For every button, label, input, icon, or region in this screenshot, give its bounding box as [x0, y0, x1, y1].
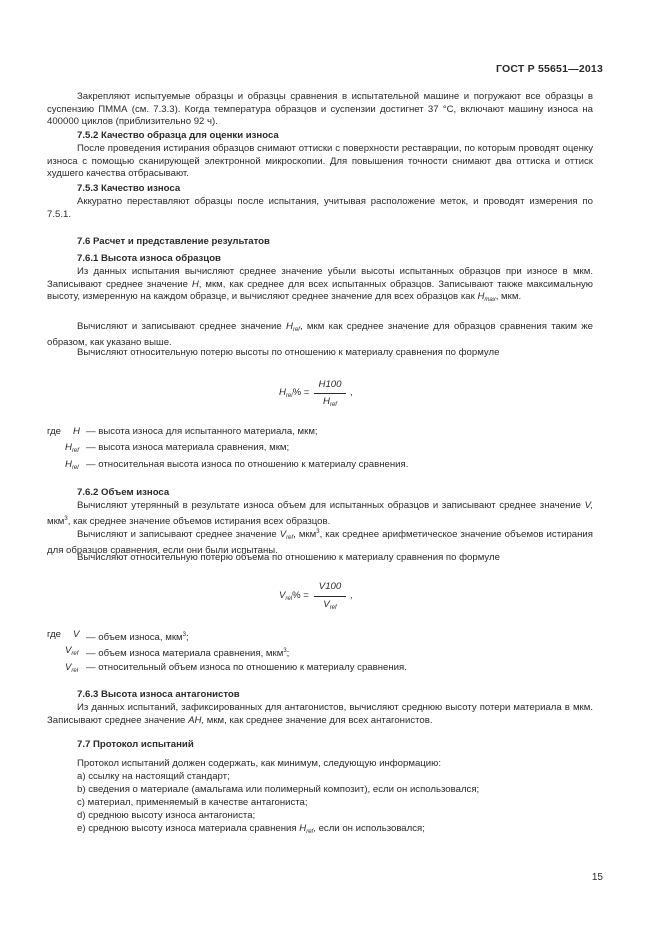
paragraph-7-6-2-b: Вычисляют и записывают среднее значение $V_{ref}$, мкм$^3$, как среднее арифметическое значение объемов истирания для образцов сравнения, если они были испытаны. [47, 529, 593, 556]
protocol-item-d: d) среднюю высоту износа антагониста; [77, 810, 256, 821]
vdef3-sym: $V_{rel}$ [65, 662, 79, 674]
paragraph-7-5-2: После проведения истирания образцов снимают оттиски с поверхности реставрации, по которым проводят оценку износа с помощью сканирующей электронной микроскопии. Для повышения точности снимают два оттиска и оттиск худшего качества отбрасывают. [47, 143, 593, 180]
def3-sym: $H_{rel}$ [65, 459, 79, 471]
formula-height-numerator: H100 [318, 379, 342, 390]
heading-7-6-1: 7.6.1 Высота износа образцов [77, 253, 221, 264]
page-number: 15 [591, 872, 603, 883]
formula-height-lhs: $H_{rel}\%$ = [279, 387, 310, 399]
paragraph-7-6-2-a: Вычисляют утерянный в результате износа объем для испытанных образцов и записывают среднее значение V, мкм$^3$, как среднее значение объемов истирания всех образцов. [47, 500, 593, 527]
where-label-1: где [47, 426, 62, 437]
formula-volume-tail: , [350, 590, 353, 601]
def1-text: — высота износа для испытанного материала, мкм; [86, 426, 318, 437]
heading-7-6-3: 7.6.3 Высота износа антагонистов [77, 689, 240, 700]
document-header: ГОСТ Р 55651—2013 [495, 63, 603, 75]
heading-7-5-2: 7.5.2 Качество образца для оценки износа [77, 130, 279, 141]
protocol-item-a: a) ссылку на настоящий стандарт; [77, 771, 230, 782]
vdef1-sym: V [73, 629, 80, 640]
heading-7-7: 7.7 Протокол испытаний [77, 739, 194, 750]
vdef1-text: — объем износа, мкм$^3$; [86, 632, 189, 643]
paragraph-7-5-3: Аккуратно переставляют образцы после испытания, учитывая расположение меток, и проводят измерения по 7.5.1. [47, 196, 593, 220]
heading-7-6: 7.6 Расчет и представление результатов [77, 236, 270, 247]
def1-sym: H [73, 426, 80, 437]
paragraph-7-6-2-c: Вычисляют относительную потерю объема по отношению к материалу сравнения по формуле [77, 552, 500, 563]
formula-volume-lhs: $V_{rel}\%$ = [279, 590, 309, 602]
paragraph-7-6-1-a: Из данных испытания вычисляют среднее значение убыли высоты испытанных образцов при износе в мкм. Записывают среднее значение H, мкм, как среднее для всех испытанных образцов. Записывают также максимальную высоту, измеренную на каждом образце, и вычисляют среднее значение для всех образцов как $H_{max}$, мкм. [47, 266, 593, 304]
formula-height-fraction-bar [314, 393, 346, 394]
protocol-item-e: e) среднюю высоту износа материала сравнения $H_{ref}$, если он использовался; [77, 823, 425, 835]
def2-sym: $H_{ref}$ [65, 442, 79, 454]
paragraph-7-6-1-c: Вычисляют относительную потерю высоты по отношению к материалу сравнения по формуле [77, 347, 500, 358]
formula-volume-denominator: $V_{ref}$ [323, 599, 337, 611]
formula-volume-numerator: V100 [318, 581, 342, 592]
heading-7-6-2: 7.6.2 Объем износа [77, 487, 170, 498]
paragraph-7-6-3: Из данных испытаний, зафиксированных для антагонистов, вычисляют среднюю высоту потери материала в мкм. Записывают среднее значение AH, мкм, как среднее значение для всех антагонистов. [47, 702, 593, 726]
heading-7-5-3: 7.5.3 Качество износа [77, 183, 181, 194]
formula-height-denominator: $H_{ref}$ [323, 396, 337, 408]
paragraph-7-6-1-b: Вычисляют и записывают среднее значение $H_{ref}$, мкм как среднее значение для образцов сравнения таким же образом, как указано выше. [47, 321, 593, 348]
formula-height-tail: , [350, 387, 353, 398]
paragraph-intro: Закрепляют испытуемые образцы и образцы сравнения в испытательной машине и погружают все образцы в суспензию ПММА (см. 7.3.3). Когда температура образцов и суспензии достигнет 37 °С, включают машину износа на 400000 циклов (приблизительно 92 ч). [47, 91, 593, 128]
def3-text: — относительная высота износа по отношению к материалу сравнения. [86, 459, 409, 470]
protocol-item-b: b) сведения о материале (амальгама или полимерный композит), если он использовался; [77, 784, 480, 795]
protocol-item-c: c) материал, применяемый в качестве антагониста; [77, 797, 308, 808]
formula-volume-fraction-bar [314, 596, 346, 597]
vdef2-sym: $V_{ref}$ [65, 645, 79, 657]
def2-text: — высота износа материала сравнения, мкм; [86, 442, 290, 453]
protocol-intro: Протокол испытаний должен содержать, как минимум, следующую информацию: [77, 758, 441, 769]
where-label-2: где [47, 629, 62, 640]
vdef3-text: — относительный объем износа по отношению к материалу сравнения. [86, 662, 407, 673]
vdef2-text: — объем износа материала сравнения, мкм$^3$; [86, 648, 290, 659]
